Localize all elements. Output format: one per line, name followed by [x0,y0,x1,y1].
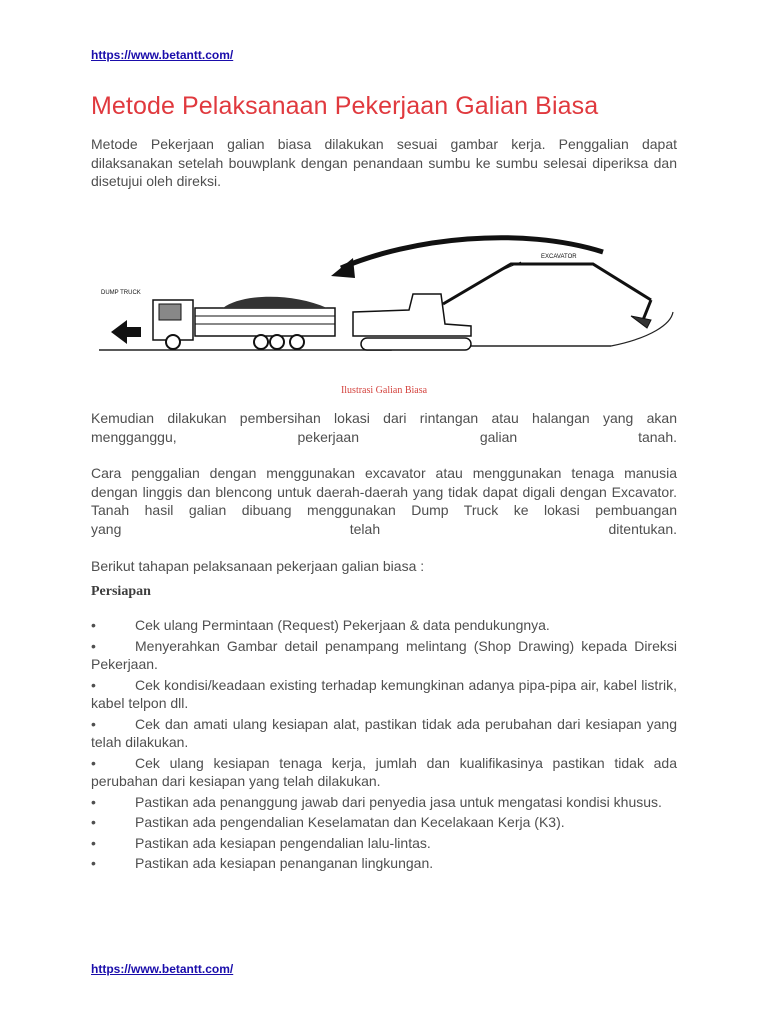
truck-label: DUMP TRUCK [101,290,141,296]
list-item [91,715,677,752]
paragraph-steps-intro: Berikut tahapan pelaksanaan pekerjaan galian biasa : [91,558,425,574]
list-item [91,616,677,635]
list-item-text: Menyerahkan Gambar detail penampang melintang (Shop Drawing) kepada Direksi Pekerjaan. [91,637,677,672]
bullet-symbol: • [91,754,96,771]
page-title: Metode Pelaksanaan Pekerjaan Galian Biasa [91,92,599,120]
header-link[interactable]: https://www.betantt.com/ [91,48,234,62]
list-item [91,813,677,832]
paragraph-method [91,464,677,538]
bullet-symbol: • [91,814,96,830]
bullet-symbol: • [91,637,96,654]
intro-paragraph: Metode Pekerjaan galian biasa dilakukan sesuai gambar kerja. Penggalian dapat dilaksanakan setelah bouwplank dengan penandaan sumbu ke sumbu selesai diperiksa dan disetujui oleh direksi. [91,136,677,189]
list-item-text: Cek dan amati ulang kesiapan alat, pastikan tidak ada perubahan dari kesiapan yang telah dilakukan. [91,715,677,750]
paragraph-method-main: Cara penggalian dengan menggunakan excavator atau menggunakan tenaga manusia dengan linggis dan blencong untuk daerah-daerah yang tidak dapat digali dengan Excavator. Tanah hasil galian dibuang menggunakan Dump Truck ke lokasi pembuangan [91,465,677,518]
bullet-symbol: • [91,855,96,871]
footer-link[interactable]: https://www.betantt.com/ [91,962,234,976]
persiapan-list [91,616,677,873]
list-item-text: Pastikan ada penanggung jawab dari penyedia jasa untuk mengatasi kondisi khusus. [135,793,662,810]
list-item [91,754,677,791]
paragraph-cleaning-line1: Kemudian dilakukan pembersihan lokasi dari rintangan atau halangan yang akan [91,410,677,426]
list-item-text: Pastikan ada kesiapan penanganan lingkungan. [135,855,434,871]
list-item-text: Cek kondisi/keadaan existing terhadap kemungkinan adanya pipa-pipa air, kabel listrik, kabel telpon dll. [91,676,677,711]
paragraph-method-last: yang telah ditentukan. [91,520,677,537]
list-item-text: Pastikan ada pengendalian Keselamatan dan Kecelakaan Kerja (K3). [135,814,565,830]
bullet-symbol: • [91,676,96,693]
illustration-caption: Ilustrasi Galian Biasa [340,385,428,396]
paragraph-cleaning [91,409,677,446]
list-item [91,834,677,853]
paragraph-cleaning-line2: mengganggu, pekerjaan galian tanah. [91,428,677,445]
dump-truck-drawing [153,297,335,349]
bullet-symbol: • [91,715,96,732]
excavation-illustration [91,228,683,370]
excavator-drawing [353,262,651,350]
section-heading-persiapan: Persiapan [91,584,151,599]
list-item [91,854,677,873]
bullet-symbol: • [91,834,96,851]
bullet-symbol: • [91,793,96,810]
list-item-text: Cek ulang Permintaan (Request) Pekerjaan & data pendukungnya. [135,617,550,633]
list-item [91,793,677,812]
excavator-label: EXCAVATOR [541,254,577,260]
list-item [91,676,677,713]
list-item [91,637,677,674]
bullet-symbol: • [91,617,96,633]
list-item-text: Pastikan ada kesiapan pengendalian lalu-lintas. [135,834,431,851]
list-item-text: Cek ulang kesiapan tenaga kerja, jumlah dan kualifikasinya pastikan tidak ada perubahan dari kesiapan yang telah dilakukan. [91,754,677,789]
